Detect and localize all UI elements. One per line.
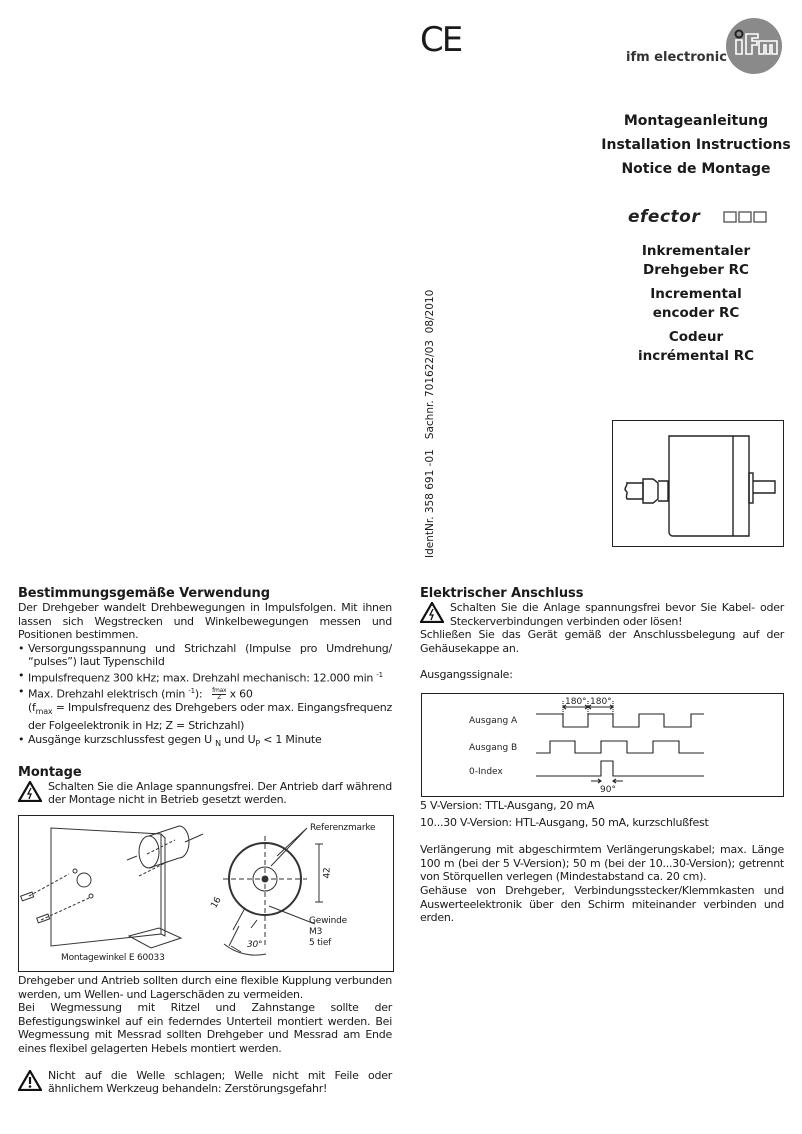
bullet-text: x 60 xyxy=(229,687,253,701)
warning-text: Schalten Sie die Anlage spannungsfrei. Der Antrieb darf während der Montage nicht in Betrieb gesetzt werden. xyxy=(48,779,392,807)
dim-16: 16 xyxy=(209,895,224,911)
product-line: Drehgeber RC xyxy=(643,262,749,278)
usage-section xyxy=(18,586,392,807)
extension-text: Verlängerung mit abgeschirmtem Verlängerungskabel; max. Länge 100 m (bei der 5 V-Version); 50 m (bei der 10...30-Version); getrennt von Störquellen verlegen (Mindestabstand ca. 20 cm). xyxy=(420,843,784,884)
thread-label xyxy=(309,916,347,949)
measurement-paragraph: Bei Wegmessung mit Ritzel und Zahnstange sollte der Befestigungswinkel auf ein federndes Unterteil montiert werden. Bei Wegmessung mit Messrad sollten Drehgeber und Messrad am Ende eines flexibel gelagerten Hebels montiert werden. xyxy=(18,1001,392,1055)
electrical-notes xyxy=(420,799,784,925)
ce-mark: CE xyxy=(420,20,462,60)
shaft-warning xyxy=(18,1069,392,1096)
usage-intro: Der Drehgeber wandelt Drehbewegungen in Impulsfolgen. Mit ihnen lassen sich Wegstrecken und Winkelbewegungen messen und Positionen bestimmen. xyxy=(18,601,392,642)
sub: max xyxy=(35,707,53,717)
efector-logo xyxy=(628,207,774,229)
thread-line: M3 xyxy=(309,927,323,937)
reference-mark-label: Referenzmarke xyxy=(310,823,376,833)
brand-text: ifm electronic xyxy=(626,50,727,65)
bullet-supply: • Versorgungsspannung und Strichzahl (Impulse pro Umdrehung/ “pulses”) laut Typenschild xyxy=(18,642,392,669)
signals-label: Ausgangssignale: xyxy=(420,668,513,682)
product-line: Inkrementaler xyxy=(641,243,751,259)
bullet-text: < 1 Minute xyxy=(263,732,322,746)
label-180-2: 180° xyxy=(590,697,612,707)
signal-b-trace xyxy=(536,741,704,753)
grounding-text: Gehäuse von Drehgeber, Verbindungsstecker/Klemmkasten und Auswerteelektronik über den Schirm miteinander verbinden und erden. xyxy=(420,883,784,925)
warning-text: Nicht auf die Welle schlagen; Welle nicht mit Feile oder ähnlichem Werkzeug behandeln: Zerstörungsgefahr! xyxy=(48,1068,392,1096)
warning-text: Schalten Sie die Anlage spannungsfrei bevor Sie Kabel- oder Steckerverbindungen verbinden oder lösen! xyxy=(450,601,784,628)
bullet-text: und U xyxy=(224,732,256,746)
bullet-text: Max. Drehzahl elektrisch (min xyxy=(28,687,186,701)
v5-version: 5 V-Version: TTL-Ausgang, 20 mA xyxy=(420,799,595,812)
dim-42: 42 xyxy=(322,867,333,879)
sub: N xyxy=(215,739,221,749)
angle-30: 30° xyxy=(247,940,263,950)
warning-icon xyxy=(18,781,42,802)
product-line: Codeur xyxy=(668,329,724,345)
label-90: 90° xyxy=(600,785,616,795)
title-en: Installation Instructions xyxy=(601,137,791,153)
side-code: IdentNr. 358 691 -01 Sachnr. 701622/03 08/2010 xyxy=(424,289,436,558)
thread-line: Gewinde xyxy=(309,916,347,926)
bullet-max-speed xyxy=(18,685,392,733)
product-name-fr xyxy=(596,328,796,366)
electrical-heading: Elektrischer Anschluss xyxy=(420,586,584,601)
connect-text: Schließen Sie das Gerät gemäß der Anschlussbelegung auf der Gehäusekappe an. xyxy=(420,628,784,655)
usage-heading: Bestimmungsgemäße Verwendung xyxy=(18,586,270,601)
caution-icon xyxy=(18,1070,42,1091)
label-ausgang-b: Ausgang B xyxy=(469,743,518,753)
sub: P xyxy=(255,739,260,749)
label-ausgang-a: Ausgang A xyxy=(469,716,518,726)
product-line: incrémental RC xyxy=(637,348,755,364)
mounting-figure xyxy=(18,815,394,972)
electrical-section xyxy=(420,586,784,682)
v30-version: 10...30 V-Version: HTL-Ausgang, 50 mA, kurzschlußfest xyxy=(420,815,709,829)
signal-a-trace xyxy=(536,714,704,727)
product-line: encoder RC xyxy=(652,305,740,321)
mounting-notes xyxy=(18,974,392,1096)
signal-diagram xyxy=(421,693,784,797)
bullet-text: Impulsfrequenz 300 kHz; max. Drehzahl mechanisch: 12.000 min xyxy=(28,671,374,685)
bullet-short-circuit xyxy=(18,733,392,751)
mounting-heading: Montage xyxy=(18,764,82,780)
title-de: Montageanleitung xyxy=(623,113,769,129)
title-fr: Notice de Montage xyxy=(621,161,771,177)
encoder-image xyxy=(612,420,784,547)
product-name-de xyxy=(596,242,796,280)
ifm-logo xyxy=(726,18,782,74)
svg-text:efector: efector xyxy=(628,207,701,225)
label-index: 0-Index xyxy=(469,767,503,777)
fraction xyxy=(212,688,226,701)
bullet-text: Ausgänge kurzschlussfest gegen U xyxy=(28,732,212,746)
note-text: = Impulsfrequenz des Drehgebers oder max. Eingangsfrequenz der Folgeelektronik in Hz; Z = Strichzahl) xyxy=(28,701,393,733)
frac-den: Z xyxy=(217,694,222,702)
coupling-paragraph: Drehgeber und Antrieb sollten durch eine flexible Kupplung verbunden werden, um Wellen- und Lagerschäden zu vermeiden. xyxy=(18,974,392,1001)
label-180-1: 180° xyxy=(565,697,587,707)
note-text: (f xyxy=(28,701,36,715)
bullet-frequency xyxy=(18,669,392,685)
mounting-warning xyxy=(18,780,392,807)
product-line: Incremental xyxy=(650,286,742,302)
bracket-label: Montagewinkel E 60033 xyxy=(61,953,165,963)
warning-icon xyxy=(420,602,444,623)
index-trace xyxy=(536,761,704,776)
sup: -1 xyxy=(376,670,383,679)
bullet-text: ): xyxy=(194,687,203,701)
sup: -1 xyxy=(188,687,195,696)
thread-line: 5 tief xyxy=(309,938,332,948)
electrical-warning xyxy=(420,601,784,628)
frac-num: fmax xyxy=(212,687,227,695)
product-name-en xyxy=(596,285,796,323)
